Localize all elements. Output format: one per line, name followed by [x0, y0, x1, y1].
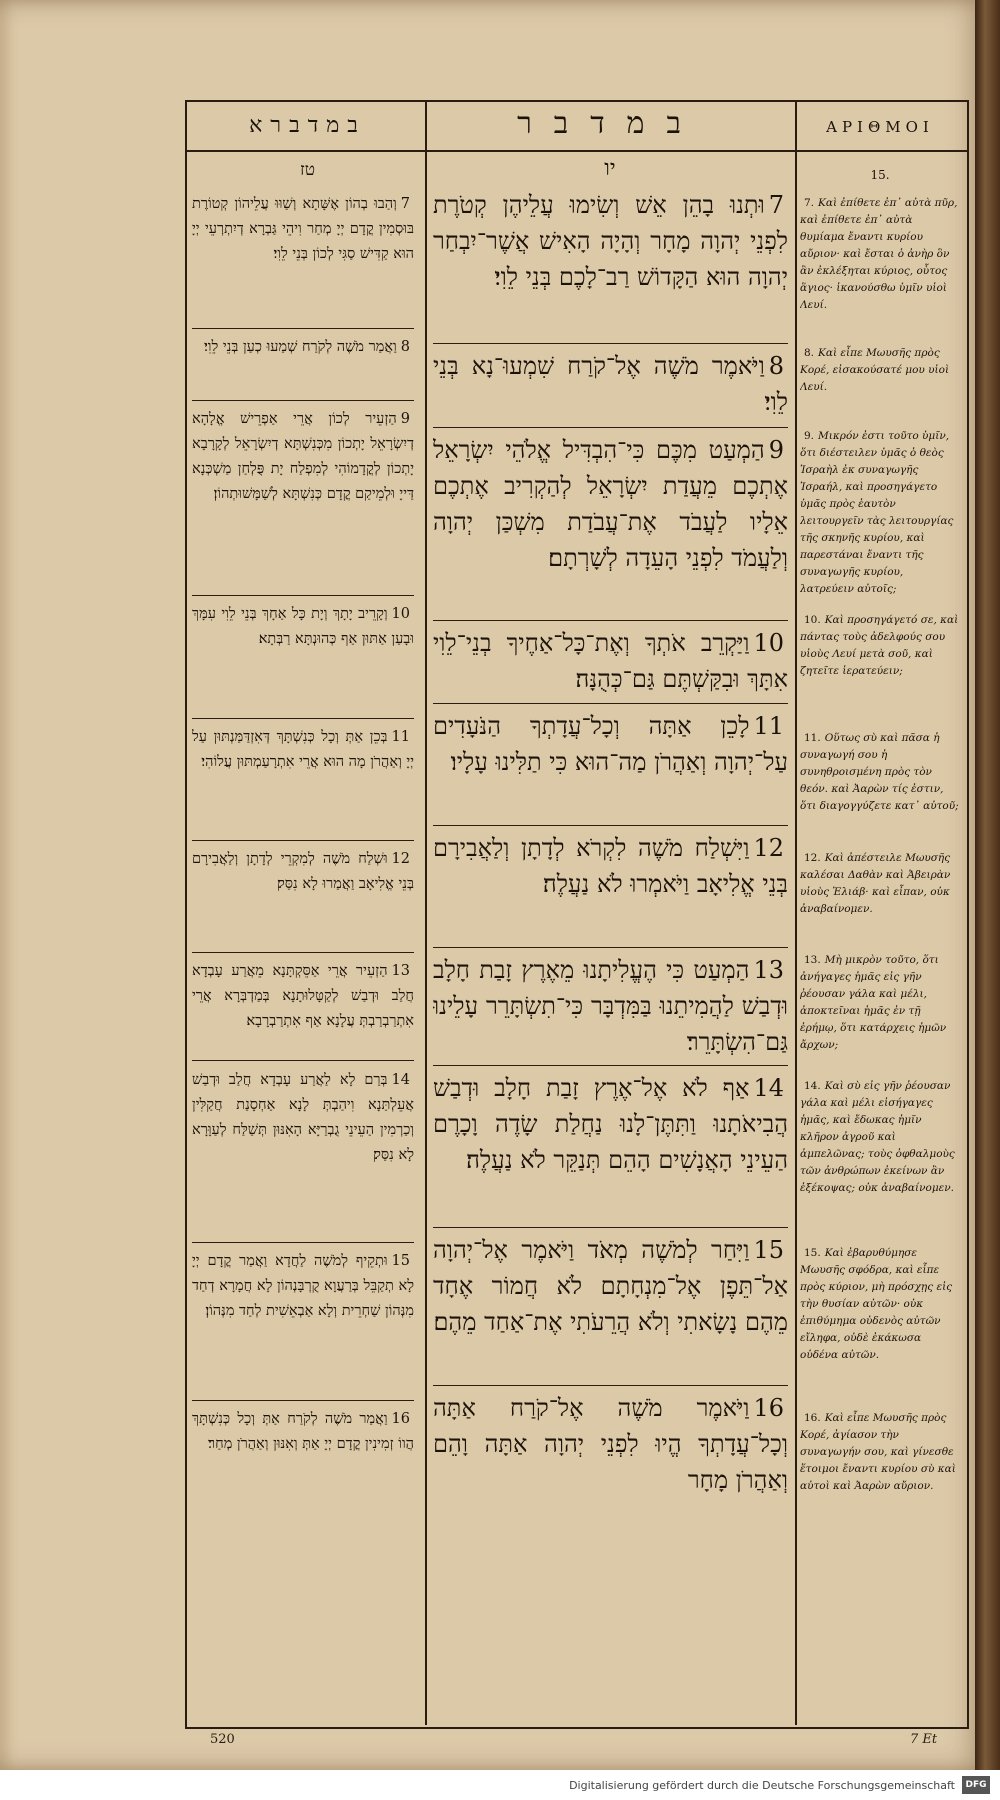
aramaic-chapter-number: טז [299, 160, 315, 180]
verse-text: וַאֲמַר מֹשֶׁה לְקֹרַח אַתְּ וְכָל כְּנִשְׁתָּךְ הֲווֹ זְמִינִין קֳדָם יְיָ אַתְּ וְאִנּוּן וְאַהֲרֹן מְחַר׃ [192, 1411, 414, 1452]
verse-text: Καὶ ἀπέστειλε Μωυσῆς καλέσαι Δαθὰν καὶ Ἀβειρὰν υἱοὺς Ἐλιάβ· καὶ εἶπαν, οὐκ ἀναβαίνομεν. [800, 852, 951, 915]
verse-separator [433, 343, 788, 344]
verse-text: הַמְעַט כִּי הֶעֱלִיתָנוּ מֵאֶרֶץ זָבַת חָלָב וּדְבַשׁ לַהֲמִיתֵנוּ בַּמִּדְבָּר כִּי־תִשְׂתָּרֵר עָלֵינוּ גַּם־הִשְׂתָּרֵר׃ [433, 956, 788, 1056]
verse-number: 16 [753, 1394, 784, 1422]
verse-text: וּתְנוּ בָהֵן אֵשׁ וְשִׂימוּ עֲלֵיהֶן קְטֹרֶת לִפְנֵי יְהוָה מָחָר וְהָיָה הָאִישׁ אֲשֶׁר־יִבְחַר יְהוָה הוּא הַקָּדוֹשׁ רַב־לָכֶם בְּנֵי לֵוִי׃ [433, 191, 788, 291]
greek-header: ΑΡΙΘΜΟΙ [826, 118, 934, 136]
verse-number: 8 [400, 339, 410, 355]
verse-number: 11. [804, 732, 821, 744]
verse-separator [433, 427, 788, 428]
verse-number: 14. [804, 1080, 821, 1092]
hebrew-verse [433, 348, 788, 423]
verse-separator [433, 1065, 788, 1066]
verse-number: 15 [753, 1236, 784, 1264]
verse-separator [433, 947, 788, 948]
verse-number: 14 [753, 1074, 784, 1102]
verse-text: וַאֲמַר מֹשֶׁה לְקֹרַח שְׁמַעוּ כְעַן בְּנֵי לֵוִי׃ [203, 339, 397, 355]
verse-text: וַיִּשְׁלַח מֹשֶׁה לִקְרֹא לְדָתָן וְלַאֲבִירָם בְּנֵי אֱלִיאָב וַיֹּאמְרוּ לֹא נַעֲלֶה׃ [433, 834, 788, 898]
verse-number: 13. [804, 954, 821, 966]
verse-separator [433, 620, 788, 621]
hebrew-verse [433, 625, 788, 699]
verse-text: אַף לֹא אֶל־אֶרֶץ זָבַת חָלָב וּדְבַשׁ הֲבִיאֹתָנוּ וַתִּתֶּן־לָנוּ נַחֲלַת שָׂדֶה וָכָרֶם הַעֵינֵי הָאֲנָשִׁים הָהֵם תְּנַקֵּר לֹא נַעֲלֶה׃ [433, 1074, 788, 1174]
verse-number: 16 [391, 1411, 410, 1427]
verse-number: 10 [753, 629, 784, 657]
verse-number: 16. [804, 1412, 821, 1424]
verse-text: לָכֵן אַתָּה וְכָל־עֲדָתְךָ הַנֹּעָדִים עַל־יְהוָה וְאַהֲרֹן מַה־הוּא כִּי תַלִּינוּ עָלָיו׃ [433, 712, 788, 776]
verse-text: Καὶ εἶπε Μωυσῆς πρὸς Κορέ, εἰσακούσατέ μου υἱοὶ Λευί. [800, 347, 950, 393]
verse-separator [192, 595, 414, 596]
aramaic-header: במדברא [249, 113, 366, 138]
catchword: 7 Et [910, 1732, 938, 1747]
verse-text: וַיִּחַר לְמֹשֶׁה מְאֹד וַיֹּאמֶר אֶל־יְהוָה אַל־תֵּפֶן אֶל־מִנְחָתָם לֹא חֲמוֹר אֶחָד מֵהֶם נָשָׂאתִי וְלֹא הֲרֵעֹתִי אֶת־אַחַד מֵהֶם׃ [433, 1236, 788, 1336]
verse-separator [192, 1400, 414, 1401]
verse-separator [192, 1060, 414, 1061]
verse-text: הַזְעֵיר אֲרֵי אַסֵּקְתָּנָא מֵאֲרַע עָבְדָא חֲלַב וּדְבַשׁ לְקַטָּלוּתָנָא בְּמַדְבְּרָא אֲרֵי אִתְרַבְרַבְתְּ עֲלָנָא אַף אִתְרַבְרָבָא׃ [192, 963, 414, 1029]
aramaic-verse [192, 335, 414, 395]
verse-text: Καὶ σὺ εἰς γῆν ῥέουσαν γάλα καὶ μέλι εἰσήγαγες ἡμᾶς, καὶ ἔδωκας ἡμῖν κλῆρον ἀγροῦ καὶ ἀμπελῶνας; τοὺς ὀφθαλμοὺς τῶν ἀνθρώπων ἐκείνων ἂν ἐξέκοψας; οὐκ ἀναβαίνομεν. [800, 1080, 955, 1194]
verse-number: 13 [391, 963, 410, 979]
verse-number: 11 [753, 712, 784, 740]
verse-separator [192, 328, 414, 329]
verse-text: בְּרַם לָא לַאֲרַע עָבְדָא חֲלַב וּדְבַשׁ אֲעֵלְתַּנָא וִיהַבְתְּ לָנָא אַחְסָנַת חֲקַלִּין וְכַרְמִין הַעֵינֵי גֻבְרַיָּא הָאִנּוּן תְּשַׁלַּח לְעַוָּרָא לָא נִסַּק׃ [192, 1072, 414, 1163]
verse-number: 9 [400, 411, 410, 427]
verse-number: 9 [768, 436, 784, 464]
column-divider-right [795, 102, 797, 1725]
greek-verse [800, 730, 960, 840]
digitization-note: Digitalisierung gefördert durch die Deutsche Forschungsgemeinschaft [569, 1779, 955, 1792]
aramaic-verse [192, 602, 414, 712]
dfg-logo: DFG [962, 1776, 990, 1794]
verse-text: וּשְׁלַח מֹשֶׁה לְמִקְרֵי לְדָתָן וְלַאֲבִירָם בְּנֵי אֱלִיאָב וַאֲמַרוּ לָא נִסַּק׃ [192, 851, 414, 892]
column-divider-left [425, 102, 427, 1725]
aramaic-verse [192, 1407, 414, 1517]
verse-text: Μὴ μικρὸν τοῦτο, ὅτι ἀνήγαγες ἡμᾶς εἰς γῆν ῥέουσαν γάλα καὶ μέλι, ἀποκτεῖναι ἡμᾶς ἐν τῇ ἐρήμῳ, ὅτι κατάρχεις ἡμῶν ἄρχων; [800, 954, 947, 1051]
greek-verse [800, 195, 960, 320]
verse-number: 11 [391, 729, 410, 745]
hebrew-verse [433, 1070, 788, 1220]
verse-separator [433, 1227, 788, 1228]
hebrew-header: במדבר [517, 106, 703, 141]
greek-verse [800, 1078, 960, 1248]
verse-text: בְּכֵן אַתְּ וְכָל כְּנִשְׁתָּךְ דְּאִזְדַּמַּנְתּוּן עַל יְיָ וְאַהֲרֹן מָה הוּא אֲרֵי אִתְרָעַמְתּוּן עֲלוֹהִי׃ [192, 729, 414, 770]
aramaic-verse [192, 1249, 414, 1414]
verse-text: Οὕτως σὺ καὶ πᾶσα ἡ συναγωγή σου ἡ συνηθροισμένη πρὸς τὸν θεόν. καὶ Ἀαρὼν τίς ἐστιν, ὅτι διαγογγύζετε κατ᾽ αὐτοῦ; [800, 732, 959, 812]
aramaic-verse [192, 192, 414, 320]
verse-text: וְקָרֵיב יָתָךְ וְיָת כָּל אַחָךְ בְּנֵי לֵוִי עִמָּךְ וּבָעַן אַתּוּן אַף כְּהוּנְתָּא רַבְּתָא׃ [192, 606, 414, 647]
greek-verse [800, 1245, 960, 1415]
hebrew-verse [433, 1390, 788, 1540]
verse-separator [433, 703, 788, 704]
verse-text: Καὶ ἐπίθετε ἐπ᾽ αὐτὰ πῦρ, καὶ ἐπίθετε ἐπ᾽ αὐτὰ θυμίαμα ἔναντι κυρίου αὔριον· καὶ ἔσται ὁ ἀνὴρ ὃν ἂν ἐκλέξηται κύριος, οὗτος ἅγιος· ἱκανούσθω ὑμῖν υἱοὶ Λευί. [800, 197, 958, 311]
verse-text: Καὶ εἶπε Μωυσῆς πρὸς Κορέ, ἁγίασον τὴν συναγωγήν σου, καὶ γίνεσθε ἕτοιμοι ἔναντι κυρίου σὺ καὶ αὐτοὶ καὶ Ἀαρὼν αὔριον. [800, 1412, 956, 1492]
verse-number: 13 [753, 956, 784, 984]
book-edge [975, 0, 1000, 1770]
verse-separator [192, 718, 414, 719]
verse-separator [433, 825, 788, 826]
verse-separator [192, 400, 414, 401]
greek-verse [800, 952, 960, 1082]
verse-text: Καὶ προσηγάγετό σε, καὶ πάντας τοὺς ἀδελφούς σου υἱοὺς Λευί μετὰ σοῦ, καὶ ζητεῖτε ἱερατεύειν; [800, 614, 959, 677]
verse-text: וַיַּקְרֵב אֹתְךָ וְאֶת־כָּל־אַחֶיךָ בְנֵי־לֵוִי אִתָּךְ וּבִקַּשְׁתֶּם גַּם־כְּהֻנָּה׃ [433, 629, 788, 693]
verse-text: וַיֹּאמֶר מֹשֶׁה אֶל־קֹרַח אַתָּה וְכָל־עֲדָתְךָ הֱיוּ לִפְנֵי יְהוָה אַתָּה וָהֵם וְאַהֲרֹן מָחָר [433, 1394, 788, 1494]
page-number: 520 [210, 1732, 235, 1747]
hebrew-verse [433, 187, 788, 337]
hebrew-verse [433, 432, 788, 617]
verse-separator [433, 1385, 788, 1386]
verse-separator [192, 840, 414, 841]
verse-number: 8 [768, 352, 784, 380]
verse-text: הַזְעֵיר לְכוֹן אֲרֵי אַפְרֵישׁ אֱלָהָא דְיִשְׂרָאֵל יָתְכוֹן מִכְּנִשְׁתָּא דְיִשְׂרָאֵל לְקָרָבָא יָתְכוֹן לְקֳדָמוֹהִי לְמִפְלַח יָת פֻּלְחַן מַשְׁכְּנָא דַּייָ וּלְמֵיקַם קֳדָם כְּנִשְׁתָּא לְשַׁמָּשׁוּתְהוֹן׃ [192, 411, 414, 502]
greek-column [800, 170, 960, 1715]
header-rule [187, 150, 967, 152]
aramaic-verse [192, 1068, 414, 1236]
verse-number: 12. [804, 852, 821, 864]
digitization-banner [0, 1770, 1000, 1800]
hebrew-verse [433, 830, 788, 942]
verse-separator [192, 952, 414, 953]
greek-verse [800, 428, 960, 618]
verse-number: 7 [768, 191, 784, 219]
verse-number: 14 [391, 1072, 410, 1088]
greek-verse [800, 345, 960, 405]
verse-text: הַמְעַט מִכֶּם כִּי־הִבְדִּיל אֱלֹהֵי יִשְׂרָאֵל אֶתְכֶם מֵעֲדַת יִשְׂרָאֵל לְהַקְרִיב אֶתְכֶם אֵלָיו לַעֲבֹד אֶת־עֲבֹדַת מִשְׁכַּן יְהוָה וְלַעֲמֹד לִפְנֵי הָעֵדָה לְשָׁרְתָם׃ [433, 436, 788, 572]
verse-number: 9. [804, 430, 815, 442]
verse-text: Καὶ ἐβαρυθύμησε Μωυσῆς σφόδρα, καὶ εἶπε πρὸς κύριον, μὴ πρόσχῃς εἰς τὴν θυσίαν αὐτῶν· οὐκ ἐπιθύμημα οὐδενὸς αὐτῶν εἴληφα, οὐδὲ ἐκάκωσα οὐδένα αὐτῶν. [800, 1247, 953, 1361]
verse-number: 10. [804, 614, 821, 626]
greek-verse [800, 1410, 960, 1560]
hebrew-verse [433, 708, 788, 820]
hebrew-chapter-number: יו [604, 156, 616, 181]
verse-number: 7 [400, 196, 410, 212]
verse-number: 10 [391, 606, 410, 622]
greek-verse [800, 612, 960, 722]
verse-text: וְהַבוּ בְהוֹן אֶשָּׁתָא וְשַׁוּוּ עֲלֵיהוֹן קְטוֹרֶת בּוּסְמִין קֳדָם יְיָ מְחַר וִיהֵי גַּבְרָא דְיִתְרְעֵי יְיָ הוּא קַדִּישׁ סַגִּי לְכוֹן בְּנֵי לֵוִי׃ [192, 196, 414, 262]
verse-number: 12 [391, 851, 410, 867]
greek-verse [800, 850, 960, 960]
greek-chapter-number: 15. [870, 168, 890, 182]
verse-number: 7. [804, 197, 815, 209]
verse-text: וַיֹּאמֶר מֹשֶׁה אֶל־קֹרַח שִׁמְעוּ־נָא בְּנֵי לֵוִי׃ [433, 352, 788, 416]
hebrew-column [433, 165, 788, 1720]
verse-text: Μικρόν ἐστι τοῦτο ὑμῖν, ὅτι διέστειλεν ὑμᾶς ὁ θεὸς Ἰσραὴλ ἐκ συναγωγῆς Ἰσραήλ, καὶ προσηγάγετο ὑμᾶς πρὸς ἑαυτὸν λειτουργεῖν τὰς λειτουργίας τῆς σκηνῆς κυρίου, καὶ παρεστάναι ἔναντι τῆς συναγωγῆς κυρίου, λατρεύειν αὐτοῖς; [800, 430, 954, 595]
verse-number: 15 [391, 1253, 410, 1269]
verse-text: וּתְקֵיף לְמֹשֶׁה לַחֲדָא וַאֲמַר קֳדָם יְיָ לָא תְקַבֵּל בְּרַעֲוָא קֻרְבָּנְהוֹן לָא חֲמָרָא דְחַד מִנְּהוֹן שַׁחְרֵית וְלָא אַבְאֵשִׁית לְחַד מִנְּהוֹן׃ [192, 1253, 414, 1319]
aramaic-verse [192, 725, 414, 833]
aramaic-verse [192, 407, 414, 589]
verse-separator [192, 1242, 414, 1243]
verse-number: 15. [804, 1247, 821, 1259]
aramaic-verse [192, 847, 414, 947]
verse-number: 8. [804, 347, 815, 359]
aramaic-column [192, 180, 414, 1710]
verse-number: 12 [753, 834, 784, 862]
